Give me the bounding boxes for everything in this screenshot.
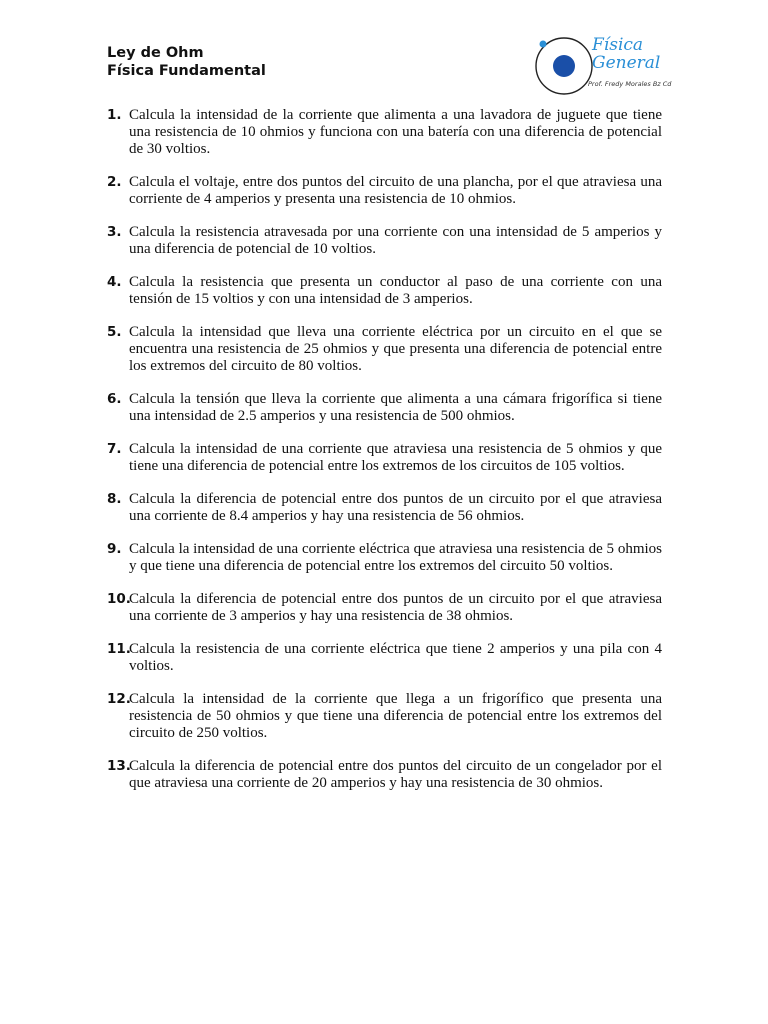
question-item	[107, 174, 662, 208]
question-number: 13.	[107, 758, 131, 774]
question-item	[107, 541, 662, 575]
question-text: Calcula la intensidad de la corriente que llega a un frigorífico que presenta una resistencia de 50 ohmios y que tiene una diferencia de potencial entre los extremos del circuito de 250 voltios.	[129, 691, 662, 741]
question-number: 10.	[107, 591, 131, 607]
question-text: Calcula la tensión que lleva la corriente que alimenta a una cámara frigorífica si tiene una intensidad de 2.5 amperios y una resistencia de 500 ohmios.	[129, 391, 662, 424]
question-text: Calcula la intensidad de una corriente que atraviesa una resistencia de 5 ohmios y que tiene una diferencia de potencial entre los extremos de los circuitos de 105 voltios.	[129, 441, 662, 474]
question-list	[107, 107, 662, 808]
logo-center-dot	[553, 55, 575, 77]
question-item	[107, 224, 662, 258]
logo-small-dot	[540, 41, 547, 48]
question-number: 12.	[107, 691, 131, 707]
logo-word-general: General	[592, 53, 661, 73]
question-number: 1.	[107, 107, 122, 123]
question-item	[107, 691, 662, 742]
question-item	[107, 441, 662, 475]
question-item	[107, 391, 662, 425]
question-text: Calcula la diferencia de potencial entre dos puntos de un circuito por el que atraviesa una corriente de 3 amperios y hay una resistencia de 38 ohmios.	[129, 591, 662, 624]
document-subtitle: Física Fundamental	[107, 63, 266, 79]
question-number: 5.	[107, 324, 122, 340]
question-text: Calcula la resistencia que presenta un conductor al paso de una corriente con una tensión de 15 voltios y con una intensidad de 3 amperios.	[129, 274, 662, 307]
question-item	[107, 758, 662, 792]
logo-graphic	[532, 28, 672, 116]
question-number: 8.	[107, 491, 122, 507]
question-item	[107, 591, 662, 625]
question-number: 3.	[107, 224, 122, 240]
document-title: Ley de Ohm	[107, 45, 204, 61]
logo-author: Prof. Fredy Morales Bz Cd	[588, 80, 672, 88]
question-number: 9.	[107, 541, 122, 557]
question-text: Calcula la diferencia de potencial entre dos puntos de un circuito por el que atraviesa una corriente de 8.4 amperios y hay una resistencia de 56 ohmios.	[129, 491, 662, 524]
question-item	[107, 641, 662, 675]
question-item	[107, 324, 662, 375]
question-item	[107, 274, 662, 308]
fisica-general-logo	[532, 28, 672, 116]
document-header	[107, 44, 266, 80]
logo-word-fisica: Física	[592, 35, 644, 55]
question-text: Calcula el voltaje, entre dos puntos del circuito de una plancha, por el que atraviesa una corriente de 4 amperios y presenta una resistencia de 10 ohmios.	[129, 174, 662, 207]
question-number: 11.	[107, 641, 131, 657]
question-item	[107, 491, 662, 525]
question-text: Calcula la intensidad de la corriente que alimenta a una lavadora de juguete que tiene una resistencia de 10 ohmios y funciona con una batería con una diferencia de potencial de 30 voltios.	[129, 107, 662, 157]
question-number: 4.	[107, 274, 122, 290]
question-text: Calcula la resistencia de una corriente eléctrica que tiene 2 amperios y una pila con 4 voltios.	[129, 641, 662, 674]
question-number: 2.	[107, 174, 122, 190]
question-number: 6.	[107, 391, 122, 407]
question-number: 7.	[107, 441, 122, 457]
question-text: Calcula la intensidad que lleva una corriente eléctrica por un circuito en el que se encuentra una resistencia de 25 ohmios y que presenta una diferencia de potencial entre los extremos del circuito de 80 voltios.	[129, 324, 662, 374]
question-text: Calcula la diferencia de potencial entre dos puntos del circuito de un congelador por el que atraviesa una corriente de 20 amperios y hay una resistencia de 30 ohmios.	[129, 758, 662, 791]
question-text: Calcula la intensidad de una corriente eléctrica que atraviesa una resistencia de 5 ohmios y que tiene una diferencia de potencial entre los extremos del circuito 50 voltios.	[129, 541, 662, 574]
question-item	[107, 107, 662, 158]
question-text: Calcula la resistencia atravesada por una corriente con una intensidad de 5 amperios y una diferencia de potencial de 10 voltios.	[129, 224, 662, 257]
